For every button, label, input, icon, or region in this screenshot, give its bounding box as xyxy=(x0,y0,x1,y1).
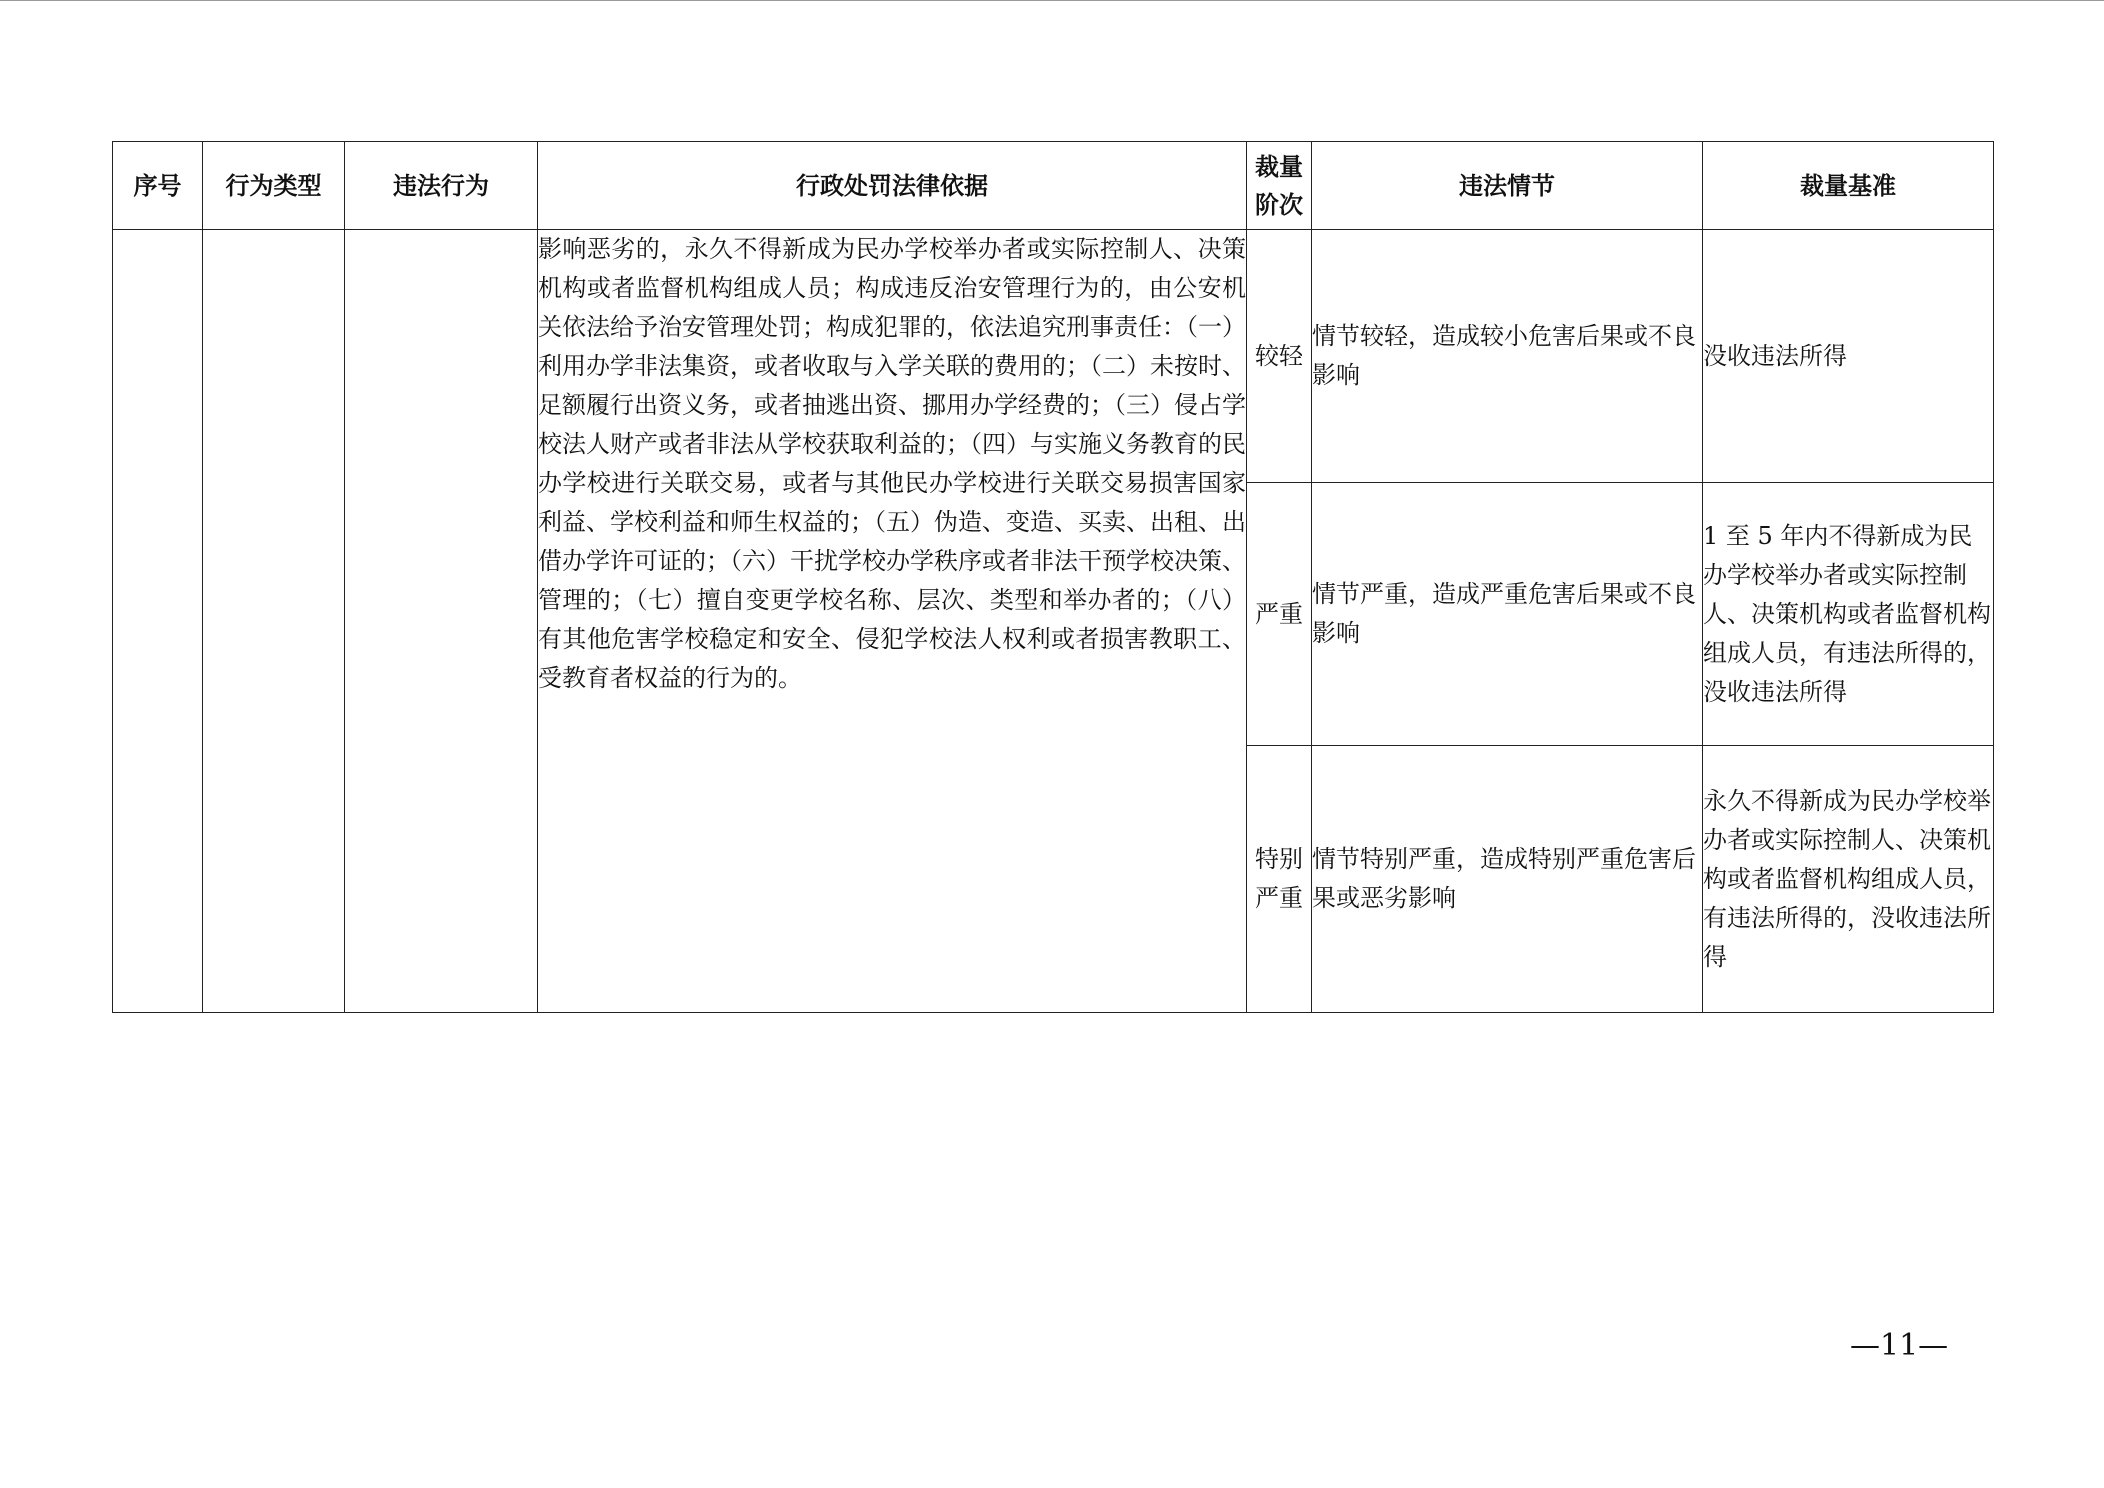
header-standard: 裁量基准 xyxy=(1703,142,1994,230)
document-page xyxy=(112,141,1993,1013)
level-cell: 特别严重 xyxy=(1247,746,1312,1013)
standard-cell: 1 至 5 年内不得新成为民办学校举办者或实际控制人、决策机构或者监督机构组成人员，有违法所得的，没收违法所得 xyxy=(1703,483,1994,746)
header-discretion-level: 裁量阶次 xyxy=(1247,142,1312,230)
page-top-border xyxy=(0,0,2104,1)
level-cell: 严重 xyxy=(1247,483,1312,746)
header-legal-basis: 行政处罚法律依据 xyxy=(538,142,1247,230)
page-number: —11— xyxy=(1850,1328,1949,1363)
header-circumstances: 违法情节 xyxy=(1312,142,1703,230)
penalty-discretion-table xyxy=(112,141,1994,1013)
circumstances-cell: 情节较轻，造成较小危害后果或不良影响 xyxy=(1312,230,1703,483)
circumstances-cell: 情节严重，造成严重危害后果或不良影响 xyxy=(1312,483,1703,746)
violation-cell xyxy=(345,230,538,1013)
behavior-type-cell xyxy=(203,230,345,1013)
header-behavior-type: 行为类型 xyxy=(203,142,345,230)
level-cell: 较轻 xyxy=(1247,230,1312,483)
header-seq: 序号 xyxy=(113,142,203,230)
legal-basis-cell: 影响恶劣的，永久不得新成为民办学校举办者或实际控制人、决策机构或者监督机构组成人员；构成违反治安管理行为的，由公安机关依法给予治安管理处罚；构成犯罪的，依法追究刑事责任：（一）利用办学非法集资，或者收取与入学关联的费用的；（二）未按时、足额履行出资义务，或者抽逃出资、挪用办学经费的；（三）侵占学校法人财产或者非法从学校获取利益的；（四）与实施义务教育的民办学校进行关联交易，或者与其他民办学校进行关联交易损害国家利益、学校利益和师生权益的；（五）伪造、变造、买卖、出租、出借办学许可证的；（六）干扰学校办学秩序或者非法干预学校决策、管理的；（七）擅自变更学校名称、层次、类型和举办者的；（八）有其他危害学校稳定和安全、侵犯学校法人权利或者损害教职工、受教育者权益的行为的。 xyxy=(538,230,1247,1013)
seq-cell xyxy=(113,230,203,1013)
standard-cell: 没收违法所得 xyxy=(1703,230,1994,483)
table-header-row xyxy=(113,142,1994,230)
table-row xyxy=(113,230,1994,483)
circumstances-cell: 情节特别严重，造成特别严重危害后果或恶劣影响 xyxy=(1312,746,1703,1013)
header-violation: 违法行为 xyxy=(345,142,538,230)
standard-cell: 永久不得新成为民办学校举办者或实际控制人、决策机构或者监督机构组成人员，有违法所得的，没收违法所得 xyxy=(1703,746,1994,1013)
